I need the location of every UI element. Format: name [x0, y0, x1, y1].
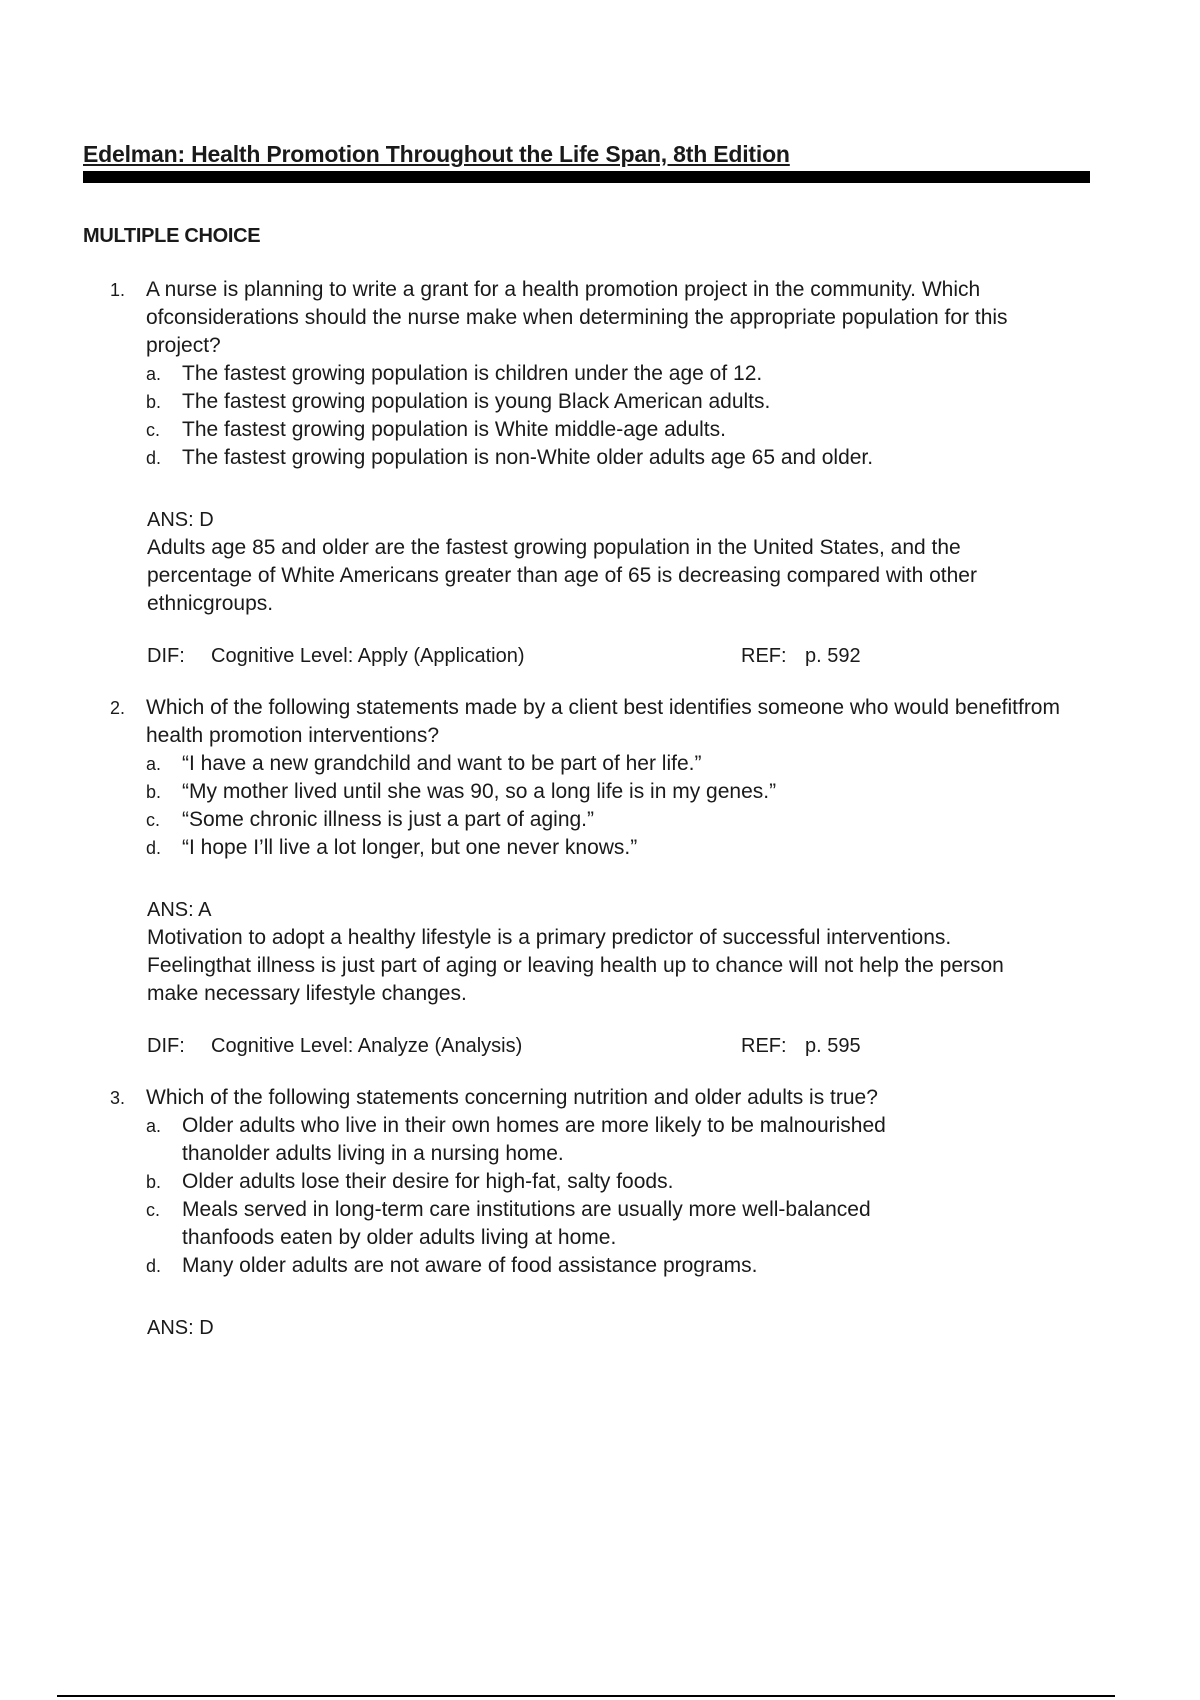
option-letter: c.: [146, 420, 161, 440]
option-text: Older adults who live in their own homes are more likely to be malnourished thanolder adults living in a nursing home.: [182, 1114, 886, 1165]
option-letter: b.: [146, 392, 162, 412]
question-2: [110, 694, 1070, 1060]
option-c: [146, 1196, 1070, 1252]
question-stem: Which of the following statements concerning nutrition and older adults is true?: [146, 1086, 878, 1109]
option-c: [146, 806, 1070, 834]
option-text: “Some chronic illness is just a part of aging.”: [182, 808, 595, 831]
answer-key: ANS: A: [147, 899, 212, 921]
option-text: The fastest growing population is young Black American adults.: [182, 390, 771, 413]
page-reference: p. 595: [805, 1035, 861, 1057]
dif-label: DIF:: [147, 645, 185, 667]
option-letter: c.: [146, 810, 161, 830]
question-number: 3.: [110, 1088, 126, 1108]
option-text: The fastest growing population is White middle-age adults.: [182, 418, 726, 441]
question-metadata: [147, 1032, 1070, 1060]
option-d: [146, 834, 1070, 862]
question-metadata: [147, 642, 1070, 670]
answer-rationale: Adults age 85 and older are the fastest growing population in the United States, and the percentage of White Americans greater than age of 65 is decreasing compared with other ethnicgroups.: [147, 536, 977, 615]
option-c: [146, 416, 1070, 444]
option-text: Older adults lose their desire for high-fat, salty foods.: [182, 1170, 674, 1193]
option-b: [146, 778, 1070, 806]
answer-block: [110, 896, 1070, 1060]
option-text: “I have a new grandchild and want to be part of her life.”: [182, 752, 702, 775]
answer-rationale: Motivation to adopt a healthy lifestyle is a primary predictor of successful interventions. Feelingthat illness is just part of aging or leaving health up to chance will not help the person make necessary lifestyle changes.: [147, 926, 1004, 1005]
option-d: [146, 1252, 1070, 1280]
answer-block: [110, 1314, 1070, 1342]
dif-label: DIF:: [147, 1035, 185, 1057]
question-stem: A nurse is planning to write a grant for a health promotion project in the community. Which ofconsiderations should the nurse make when determining the appropriate population for this project?: [146, 278, 1008, 357]
footer-rule: [57, 1695, 1115, 1697]
question-number: 1.: [110, 280, 126, 300]
option-text: The fastest growing population is children under the age of 12.: [182, 362, 763, 385]
option-letter: d.: [146, 448, 162, 468]
cognitive-level: Cognitive Level: Apply (Application): [211, 645, 525, 667]
answer-key: ANS: D: [147, 509, 214, 531]
option-letter: d.: [146, 1256, 162, 1276]
option-letter: b.: [146, 1172, 162, 1192]
ref-label: REF:: [741, 1035, 787, 1057]
section-heading: MULTIPLE CHOICE: [83, 225, 261, 247]
answer-options: [110, 360, 1070, 472]
option-text: Meals served in long-term care institutions are usually more well-balanced thanfoods eaten by older adults living at home.: [182, 1198, 871, 1249]
question-number: 2.: [110, 698, 126, 718]
document-title: Edelman: Health Promotion Throughout the Life Span, 8th Edition: [83, 141, 790, 167]
answer-options: [110, 750, 1070, 862]
question-3: [110, 1084, 1070, 1342]
option-b: [146, 1168, 1070, 1196]
option-letter: d.: [146, 838, 162, 858]
page-reference: p. 592: [805, 645, 861, 667]
option-letter: c.: [146, 1200, 161, 1220]
question-stem: Which of the following statements made by a client best identifies someone who would benefitfrom health promotion interventions?: [146, 696, 1060, 747]
document-header: [83, 140, 1090, 183]
answer-block: [110, 506, 1070, 670]
option-letter: a.: [146, 364, 162, 384]
option-text: Many older adults are not aware of food assistance programs.: [182, 1254, 758, 1277]
answer-key: ANS: D: [147, 1317, 214, 1339]
option-letter: a.: [146, 754, 162, 774]
option-letter: b.: [146, 782, 162, 802]
option-a: [146, 750, 1070, 778]
option-text: “I hope I’ll live a lot longer, but one never knows.”: [182, 836, 638, 859]
answer-options: [110, 1112, 1070, 1280]
ref-label: REF:: [741, 645, 787, 667]
cognitive-level: Cognitive Level: Analyze (Analysis): [211, 1035, 523, 1057]
title-rule: [83, 171, 1090, 183]
option-letter: a.: [146, 1116, 162, 1136]
option-d: [146, 444, 1070, 472]
question-1: [110, 276, 1070, 670]
option-text: “My mother lived until she was 90, so a long life is in my genes.”: [182, 780, 777, 803]
option-a: [146, 360, 1070, 388]
option-text: The fastest growing population is non-White older adults age 65 and older.: [182, 446, 874, 469]
option-a: [146, 1112, 1070, 1168]
option-b: [146, 388, 1070, 416]
